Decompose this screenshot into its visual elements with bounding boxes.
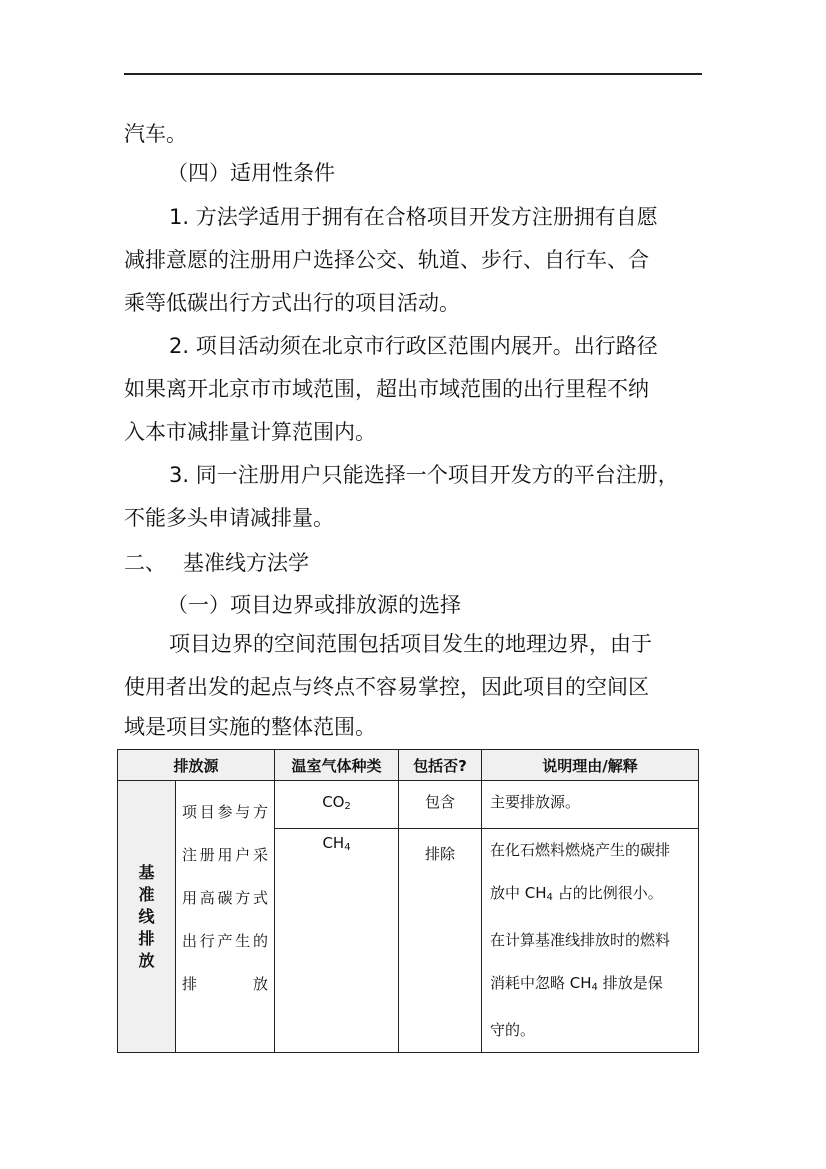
group-label-baseline: 基准线排放	[118, 781, 176, 1053]
condition-item-3-line-1: 3. 同一注册用户只能选择一个项目开发方的平台注册，	[169, 463, 679, 487]
gas-co2: $CO_2$	[275, 781, 399, 829]
header-rule	[124, 73, 702, 75]
section-2-title: 基准线方法学	[183, 551, 309, 575]
emission-source-table	[117, 749, 699, 1053]
condition-item-2-line-1: 2. 项目活动须在北京市行政区范围内展开。出行路径	[169, 334, 658, 358]
included-ch4: 排除	[399, 829, 482, 1053]
header-included: 包括否?	[399, 750, 482, 781]
included-co2: 包含	[399, 781, 482, 829]
condition-item-1-line-1: 1. 方法学适用于拥有在合格项目开发方注册拥有自愿	[169, 205, 658, 229]
boundary-line-3: 域是项目实施的整体范围。	[124, 715, 376, 739]
paragraph-continuation: 汽车。	[124, 122, 187, 146]
condition-item-2-line-3: 入本市减排量计算范围内。	[124, 420, 376, 444]
heading-applicability: （四）适用性条件	[167, 161, 335, 185]
boundary-line-2: 使用者出发的起点与终点不容易掌控，因此项目的空间区	[124, 675, 649, 699]
header-emission-source: 排放源	[118, 750, 275, 781]
condition-item-1-line-2: 减排意愿的注册用户选择公交、轨道、步行、自行车、合	[124, 248, 649, 272]
section-2-number: 二、	[124, 551, 166, 575]
explanation-co2: 主要排放源。	[482, 781, 699, 829]
table-row	[118, 781, 699, 829]
boundary-line-1: 项目边界的空间范围包括项目发生的地理边界，由于	[169, 632, 652, 656]
explanation-ch4: 在化石燃料燃烧产生的碳排 放中 $CH_4$ 占的比例很小。 在计算基准线排放时的燃料 消耗中忽略 $CH_4$ 排放是保 守的。	[482, 829, 699, 1053]
condition-item-3-line-2: 不能多头申请减排量。	[124, 506, 334, 530]
heading-boundary: （一）项目边界或排放源的选择	[167, 593, 461, 617]
header-gas-type: 温室气体种类	[275, 750, 399, 781]
condition-item-2-line-2: 如果离开北京市市域范围，超出市域范围的出行里程不纳	[124, 377, 649, 401]
condition-item-1-line-3: 乘等低碳出行方式出行的项目活动。	[124, 291, 460, 315]
header-explanation: 说明理由/解释	[482, 750, 699, 781]
gas-ch4: $CH_4$	[275, 829, 399, 1053]
table-header-row	[118, 750, 699, 781]
source-description: 项目参与方注册用户采用高碳方式出行产生的排放	[176, 781, 275, 1053]
